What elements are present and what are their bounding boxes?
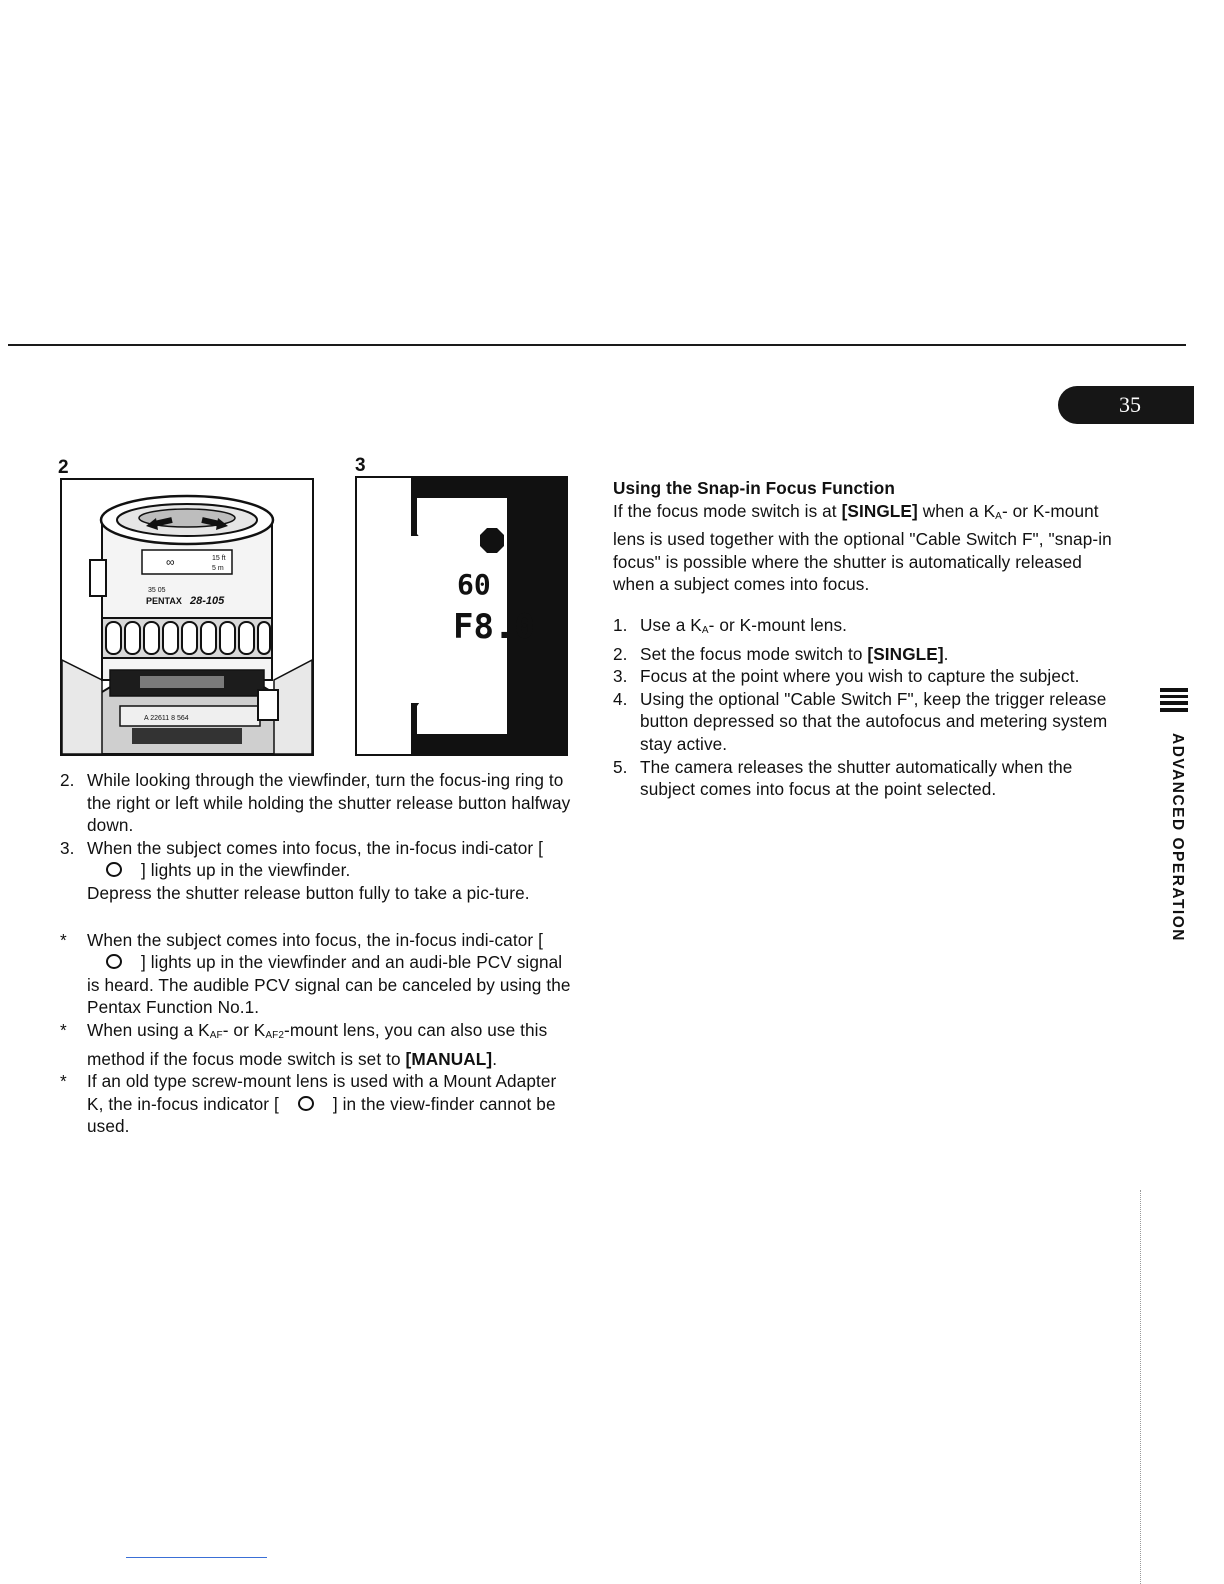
- in-focus-indicator-icon: [480, 528, 504, 553]
- lens-scale-ft: 15 ft: [212, 555, 226, 562]
- right-column: [613, 477, 1121, 801]
- step-text: - or K-mount lens.: [708, 614, 848, 635]
- lens-scale-m: 5 m: [212, 565, 224, 572]
- step-text: Use a K: [640, 614, 702, 635]
- lens-scale-numbers: 35 05: [148, 587, 166, 594]
- right-step-3: [613, 665, 1121, 688]
- left-notes: [60, 929, 574, 1138]
- intro-subscript: A: [995, 510, 1002, 522]
- note-text: If an old type screw-mount lens is used with a Mount Adapter K, the in-focus indicator [: [87, 1071, 557, 1114]
- figure-3-viewfinder-illustration: [355, 476, 568, 756]
- step-number: 3.: [60, 837, 75, 858]
- lens-serial: A 22611 8 564: [144, 715, 189, 722]
- intro-text: - or K-mount lens is used together with the optional "Cable Switch F", "snap-in focus" is possible where the shutter is automatically released when a subject comes into focus.: [613, 500, 1112, 595]
- intro-switch-label: [SINGLE]: [841, 500, 918, 521]
- left-steps: [60, 769, 574, 905]
- in-focus-indicator-icon: [87, 951, 141, 974]
- page-number-badge: [1058, 386, 1194, 424]
- note-kaf-lens: [60, 1019, 574, 1070]
- page-number: 35: [1119, 392, 1141, 417]
- viewfinder-aperture: F8.0: [453, 607, 535, 647]
- step-text: Set the focus mode switch to: [640, 643, 863, 664]
- step-switch-label: [SINGLE]: [867, 643, 944, 664]
- note-text-cont: ] lights up in the viewfinder and an audi-ble PCV signal is heard. The audible PCV signal can be canceled by using the Pentax Function No.1.: [87, 952, 571, 1018]
- step-number: 2.: [60, 770, 75, 790]
- note-pcv-signal: [60, 929, 574, 1019]
- note-switch-label: [MANUAL]: [405, 1048, 493, 1069]
- section-tab-bars-icon: [1160, 688, 1188, 715]
- step-number: 2.: [613, 643, 628, 664]
- left-column: [60, 769, 574, 1138]
- note-asterisk: *: [60, 1019, 67, 1040]
- note-text: When the subject comes into focus, the in-focus indi-cator [: [87, 929, 543, 950]
- note-text: .: [492, 1048, 498, 1069]
- lens-drawing: [62, 480, 312, 754]
- figure-2-lens-illustration: [60, 478, 314, 756]
- step-text: Using the optional "Cable Switch F", keep the trigger release button depressed so that the autofocus and metering system stay active.: [640, 688, 1108, 754]
- right-step-5: [613, 756, 1121, 801]
- note-subscript: AF2: [265, 1029, 284, 1041]
- note-text-cont: ] in the view-finder cannot be used.: [87, 1093, 556, 1137]
- left-step-3: [60, 837, 574, 905]
- right-step-4: [613, 688, 1121, 756]
- note-text: When using a K: [87, 1019, 210, 1040]
- step-text: When the subject comes into focus, the in-focus indi-cator [: [87, 837, 543, 858]
- intro-text: when a K: [922, 500, 996, 521]
- intro-text: If the focus mode switch is at: [613, 500, 837, 521]
- lens-infinity: ∞: [166, 555, 175, 569]
- lens-brand: PENTAX: [146, 596, 182, 606]
- step-extra-text: Depress the shutter release button fully to take a pic-ture.: [87, 882, 530, 903]
- in-focus-indicator-icon: [87, 859, 141, 882]
- viewfinder-drawing: [357, 478, 566, 754]
- in-focus-indicator-icon: [279, 1093, 333, 1116]
- margin-dotted-line: [1140, 1190, 1141, 1584]
- note-asterisk: *: [60, 929, 67, 950]
- section-heading: Using the Snap-in Focus Function: [613, 478, 896, 498]
- note-subscript: AF: [209, 1029, 223, 1041]
- step-text: The camera releases the shutter automatically when the subject comes into focus at the point selected.: [640, 756, 1073, 800]
- step-text-cont: ] lights up in the viewfinder.: [141, 860, 351, 881]
- step-number: 5.: [613, 756, 628, 777]
- header-rule: [8, 344, 1186, 346]
- right-step-2: [613, 643, 1121, 666]
- figure-2-number: 2: [58, 457, 69, 478]
- step-number: 3.: [613, 666, 628, 687]
- left-step-2: [60, 769, 574, 837]
- right-step-1: [613, 614, 1121, 643]
- step-text: While looking through the viewfinder, turn the focus-ing ring to the right or left while holding the shutter release button halfway down.: [87, 770, 571, 836]
- step-number: 1.: [613, 614, 628, 635]
- note-asterisk: *: [60, 1071, 67, 1092]
- step-text: .: [943, 643, 949, 664]
- section-tab-label: ADVANCED OPERATION: [1169, 733, 1186, 942]
- footer-line: [126, 1557, 267, 1558]
- step-number: 4.: [613, 688, 628, 709]
- note-text: -mount lens, you can also use this method if the focus mode switch is set to: [87, 1019, 548, 1069]
- note-screw-mount: [60, 1070, 574, 1138]
- step-subscript: A: [701, 624, 709, 636]
- step-text: Focus at the point where you wish to capture the subject.: [640, 666, 1080, 687]
- figure-3-number: 3: [355, 455, 366, 476]
- right-steps: [613, 614, 1121, 801]
- section-intro: [613, 500, 1121, 596]
- lens-model: 28-105: [190, 595, 225, 607]
- note-text: - or K: [222, 1019, 266, 1040]
- viewfinder-shutter-speed: 60: [457, 568, 491, 601]
